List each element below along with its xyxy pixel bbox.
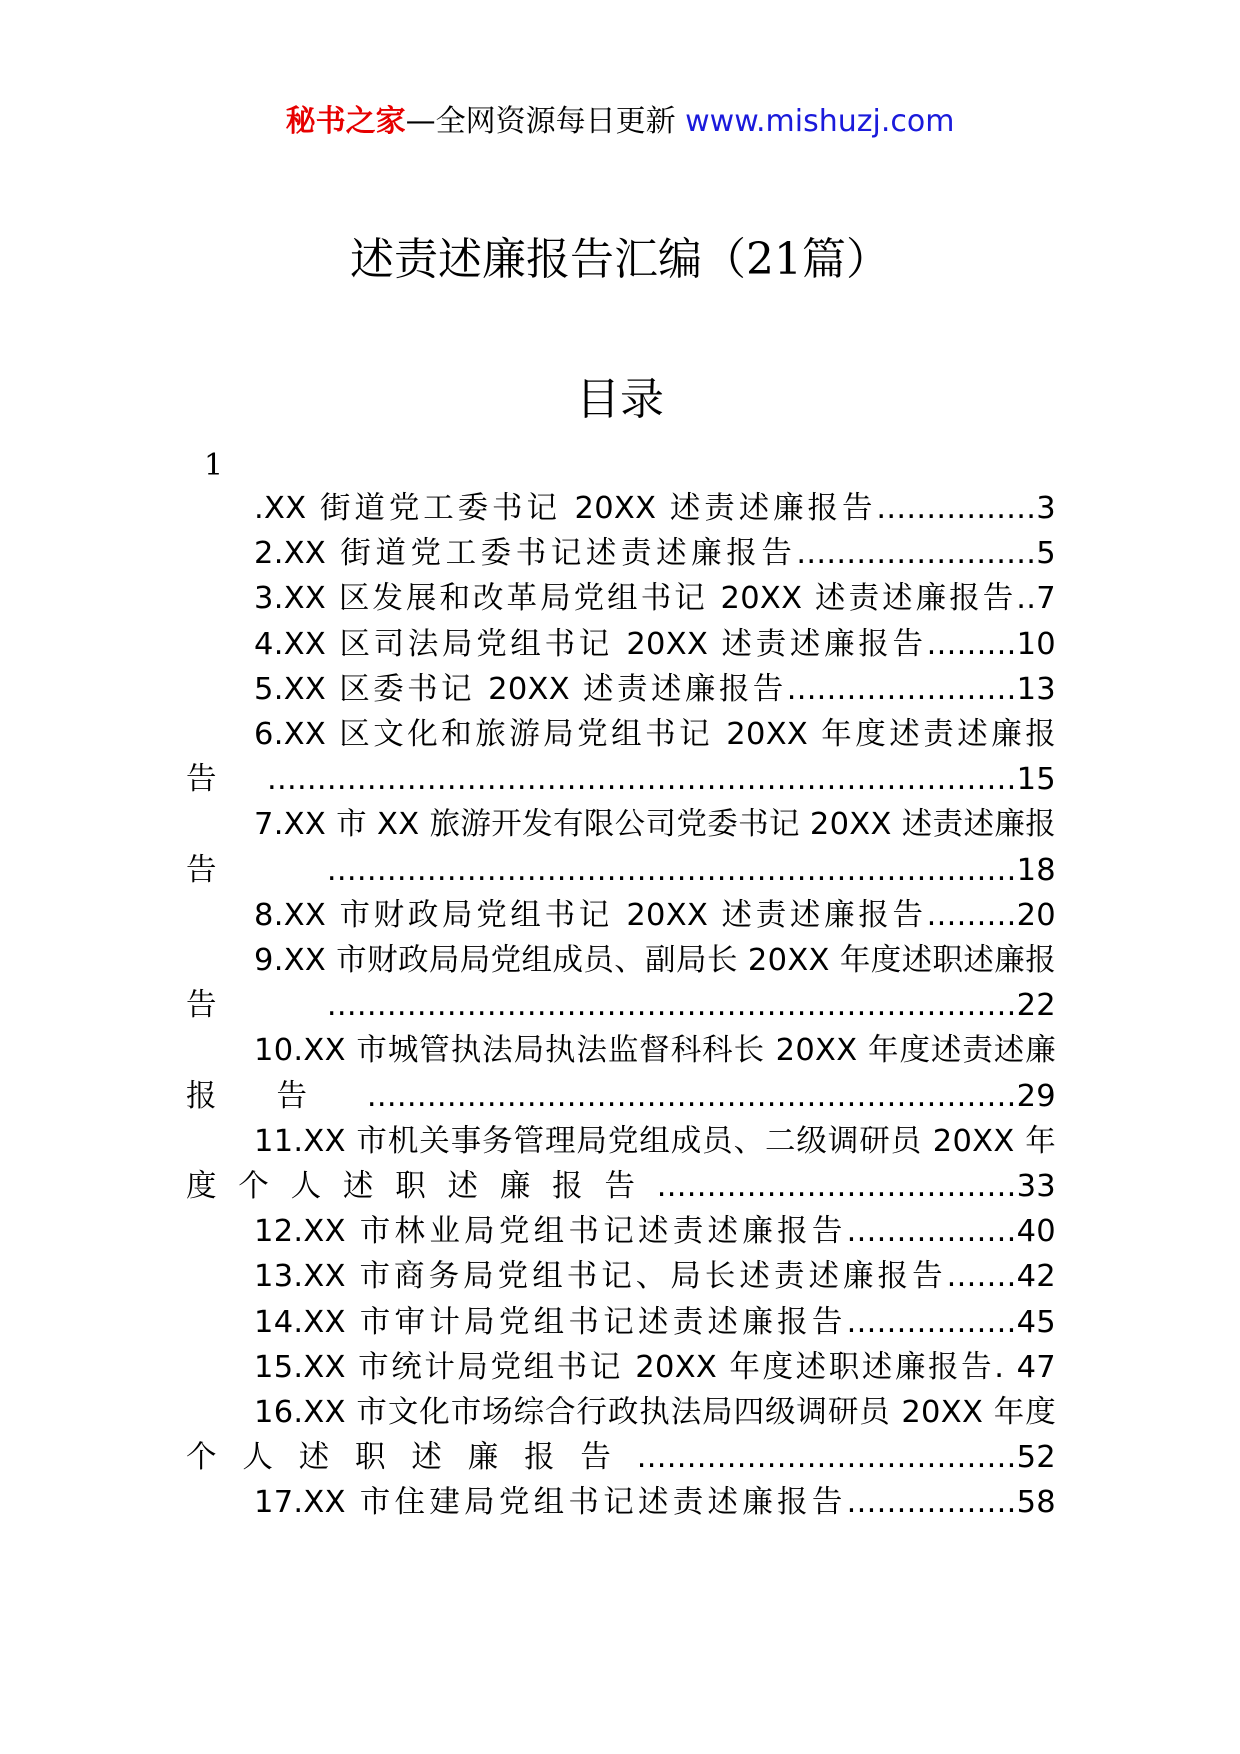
toc-heading: 目录 xyxy=(576,374,664,425)
toc-entry[interactable]: 13.XX 市商务局党组书记、局长述责述廉报告.......42 xyxy=(254,1259,1056,1295)
toc-entry[interactable]: 15.XX 市统计局党组书记 20XX 年度述职述廉报告. 47 xyxy=(254,1349,1056,1385)
document-title-count: 21 xyxy=(746,234,802,285)
toc-entry[interactable]: 9.XX 市财政局局党组成员、副局长 20XX 年度述职述廉报告.....................................................................22 xyxy=(186,943,1056,1024)
toc-entry[interactable]: 3.XX 区发展和改革局党组书记 20XX 述责述廉报告..7 xyxy=(254,581,1056,617)
toc-entry[interactable]: 16.XX 市文化市场综合行政执法局四级调研员 20XX 年度个人述职述廉报告......................................52 xyxy=(186,1395,1056,1476)
toc-entry[interactable]: .XX 街道党工委书记 20XX 述责述廉报告................3 xyxy=(254,491,1056,526)
site-tagline: —全网资源每日更新 xyxy=(405,104,676,139)
site-header xyxy=(0,102,1240,142)
document-title-suffix: 篇） xyxy=(802,234,890,285)
toc-entry[interactable]: 6.XX 区文化和旅游局党组书记 20XX 年度述责述廉报告...........................................................................15 xyxy=(186,717,1056,798)
toc-entry[interactable]: 2.XX 街道党工委书记述责述廉报告........................5 xyxy=(254,536,1056,572)
document-title xyxy=(0,232,1240,288)
document-title-prefix: 述责述廉报告汇编（ xyxy=(350,234,746,285)
toc-entry[interactable]: 14.XX 市审计局党组书记述责述廉报告.................45 xyxy=(254,1304,1056,1340)
table-of-contents xyxy=(186,486,1056,1526)
toc-entry[interactable]: 12.XX 市林业局党组书记述责述廉报告.................40 xyxy=(254,1214,1056,1250)
site-brand: 秘书之家 xyxy=(285,104,406,139)
site-url-link[interactable]: www.mishuzj.com xyxy=(685,104,955,139)
toc-entry[interactable]: 4.XX 区司法局党组书记 20XX 述责述廉报告.........10 xyxy=(254,626,1056,662)
stray-number: 1 xyxy=(204,448,224,483)
toc-entry[interactable]: 11.XX 市机关事务管理局党组成员、二级调研员 20XX 年度个人述职述廉报告....................................33 xyxy=(186,1123,1056,1205)
toc-entry[interactable]: 5.XX 区委书记 20XX 述责述廉报告.......................13 xyxy=(254,671,1056,707)
toc-entry[interactable]: 10.XX 市城管执法局执法监督科科长 20XX 年度述责述廉报告.................................................................29 xyxy=(186,1033,1056,1114)
toc-entry[interactable]: 7.XX 市 XX 旅游开发有限公司党委书记 20XX 述责述廉报告.....................................................................18 xyxy=(186,807,1056,888)
toc-entry[interactable]: 17.XX 市住建局党组书记述责述廉报告.................58 xyxy=(254,1485,1056,1521)
toc-entry[interactable]: 8.XX 市财政局党组书记 20XX 述责述廉报告.........20 xyxy=(254,897,1056,933)
